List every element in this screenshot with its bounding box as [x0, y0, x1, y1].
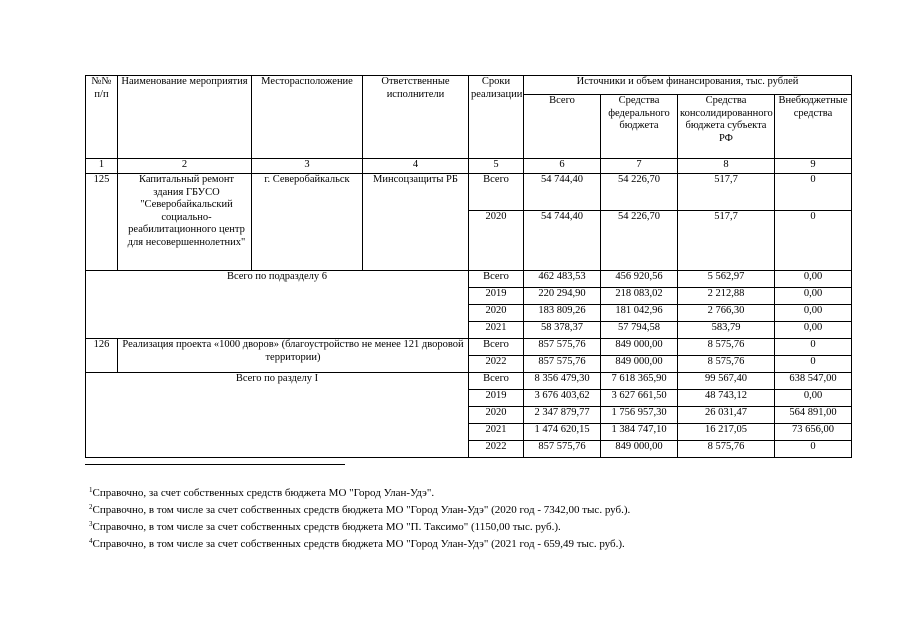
- term-cell: 2021: [469, 424, 524, 441]
- header-sources: Источники и объем финансирования, тыс. рублей: [524, 76, 852, 95]
- value-cell: 48 743,12: [678, 390, 775, 407]
- table-row: [86, 174, 852, 211]
- value-cell: 517,7: [678, 174, 775, 211]
- footnote-text: Справочно, в том числе за счет собственных средств бюджета МО "Город Улан-Удэ" (2020 год - 7342,00 тыс. руб.).: [92, 504, 631, 516]
- value-cell: 0,00: [775, 271, 852, 288]
- value-cell: 1 384 747,10: [601, 424, 678, 441]
- footnote: [89, 502, 630, 519]
- term-cell: Всего: [469, 271, 524, 288]
- header-responsible: Ответственные исполнители: [363, 76, 469, 159]
- value-cell: 99 567,40: [678, 373, 775, 390]
- value-cell: 1 474 620,15: [524, 424, 601, 441]
- col-number: 5: [469, 159, 524, 174]
- column-number-row: [86, 159, 852, 174]
- term-cell: Всего: [469, 174, 524, 211]
- value-cell: 0: [775, 211, 852, 271]
- value-cell: 0,00: [775, 322, 852, 339]
- footnote: [89, 485, 630, 502]
- item-number: 125: [86, 174, 118, 271]
- header-num: №№ п/п: [86, 76, 118, 159]
- value-cell: 857 575,76: [524, 356, 601, 373]
- term-cell: 2020: [469, 305, 524, 322]
- value-cell: 183 809,26: [524, 305, 601, 322]
- term-cell: 2020: [469, 211, 524, 271]
- term-cell: 2020: [469, 407, 524, 424]
- table-row: [86, 271, 852, 288]
- value-cell: 5 562,97: [678, 271, 775, 288]
- value-cell: 54 744,40: [524, 211, 601, 271]
- value-cell: 517,7: [678, 211, 775, 271]
- value-cell: 849 000,00: [601, 356, 678, 373]
- value-cell: 57 794,58: [601, 322, 678, 339]
- value-cell: 54 226,70: [601, 174, 678, 211]
- value-cell: 638 547,00: [775, 373, 852, 390]
- term-cell: 2022: [469, 441, 524, 458]
- value-cell: 0: [775, 441, 852, 458]
- item-name: Капитальный ремонт здания ГБУСО "Северобайкальский социально-реабилитационного центр для несовершеннолетних": [118, 174, 252, 271]
- term-cell: 2021: [469, 322, 524, 339]
- item-place: г. Северобайкальск: [252, 174, 363, 271]
- value-cell: 8 575,76: [678, 356, 775, 373]
- value-cell: 462 483,53: [524, 271, 601, 288]
- value-cell: 8 575,76: [678, 339, 775, 356]
- value-cell: 583,79: [678, 322, 775, 339]
- value-cell: 73 656,00: [775, 424, 852, 441]
- term-cell: Всего: [469, 339, 524, 356]
- item-name: Реализация проекта «1000 дворов» (благоустройство не менее 121 дворовой территории): [118, 339, 469, 373]
- value-cell: 54 744,40: [524, 174, 601, 211]
- footnote-mark: 2: [89, 503, 93, 511]
- col-number: 4: [363, 159, 469, 174]
- value-cell: 0,00: [775, 305, 852, 322]
- footnotes: [89, 485, 630, 553]
- value-cell: 58 378,37: [524, 322, 601, 339]
- value-cell: 7 618 365,90: [601, 373, 678, 390]
- header-term: Сроки реализации: [469, 76, 524, 159]
- value-cell: 218 083,02: [601, 288, 678, 305]
- col-number: 7: [601, 159, 678, 174]
- footnote: [89, 536, 630, 553]
- col-number: 6: [524, 159, 601, 174]
- value-cell: 3 676 403,62: [524, 390, 601, 407]
- term-cell: 2019: [469, 390, 524, 407]
- footnote-mark: 1: [89, 486, 93, 494]
- value-cell: 0: [775, 339, 852, 356]
- value-cell: 1 756 957,30: [601, 407, 678, 424]
- footnote-mark: 4: [89, 537, 93, 545]
- footnote-text: Справочно, за счет собственных средств бюджета МО "Город Улан-Удэ".: [92, 487, 435, 499]
- header-federal: Средства федерального бюджета: [601, 95, 678, 159]
- footnote-mark: 3: [89, 520, 93, 528]
- value-cell: 849 000,00: [601, 441, 678, 458]
- header-total: Всего: [524, 95, 601, 159]
- table-row: [86, 339, 852, 356]
- col-number: 9: [775, 159, 852, 174]
- value-cell: 0: [775, 356, 852, 373]
- value-cell: 0,00: [775, 288, 852, 305]
- value-cell: 54 226,70: [601, 211, 678, 271]
- value-cell: 564 891,00: [775, 407, 852, 424]
- col-number: 8: [678, 159, 775, 174]
- value-cell: 0,00: [775, 390, 852, 407]
- section-total-label: Всего по разделу I: [86, 373, 469, 458]
- header-offbudget: Внебюджетные средства: [775, 95, 852, 159]
- footnote-text: Справочно, в том числе за счет собственных средств бюджета МО "П. Таксимо" (1150,00 тыс. руб.).: [92, 521, 561, 533]
- value-cell: 857 575,76: [524, 441, 601, 458]
- header-name: Наименование мероприятия: [118, 76, 252, 159]
- value-cell: 2 212,88: [678, 288, 775, 305]
- footnote-text: Справочно, в том числе за счет собственных средств бюджета МО "Город Улан-Удэ" (2021 год - 659,49 тыс. руб.).: [92, 538, 625, 550]
- value-cell: 849 000,00: [601, 339, 678, 356]
- value-cell: 3 627 661,50: [601, 390, 678, 407]
- col-number: 1: [86, 159, 118, 174]
- term-cell: 2019: [469, 288, 524, 305]
- value-cell: 857 575,76: [524, 339, 601, 356]
- term-cell: 2022: [469, 356, 524, 373]
- footnote: [89, 519, 630, 536]
- header-consolidated: Средства консолидированного бюджета субъекта РФ: [678, 95, 775, 159]
- value-cell: 8 356 479,30: [524, 373, 601, 390]
- value-cell: 220 294,90: [524, 288, 601, 305]
- item-responsible: Минсоцзащиты РБ: [363, 174, 469, 271]
- value-cell: 456 920,56: [601, 271, 678, 288]
- value-cell: 8 575,76: [678, 441, 775, 458]
- value-cell: 0: [775, 174, 852, 211]
- col-number: 3: [252, 159, 363, 174]
- term-cell: Всего: [469, 373, 524, 390]
- header-place: Месторасположение: [252, 76, 363, 159]
- value-cell: 181 042,96: [601, 305, 678, 322]
- value-cell: 16 217,05: [678, 424, 775, 441]
- financing-table: [85, 75, 852, 458]
- footnote-divider: [85, 464, 345, 465]
- value-cell: 2 766,30: [678, 305, 775, 322]
- col-number: 2: [118, 159, 252, 174]
- value-cell: 26 031,47: [678, 407, 775, 424]
- item-number: 126: [86, 339, 118, 373]
- table-row: [86, 373, 852, 390]
- subsection-total-label: Всего по подразделу 6: [86, 271, 469, 339]
- value-cell: 2 347 879,77: [524, 407, 601, 424]
